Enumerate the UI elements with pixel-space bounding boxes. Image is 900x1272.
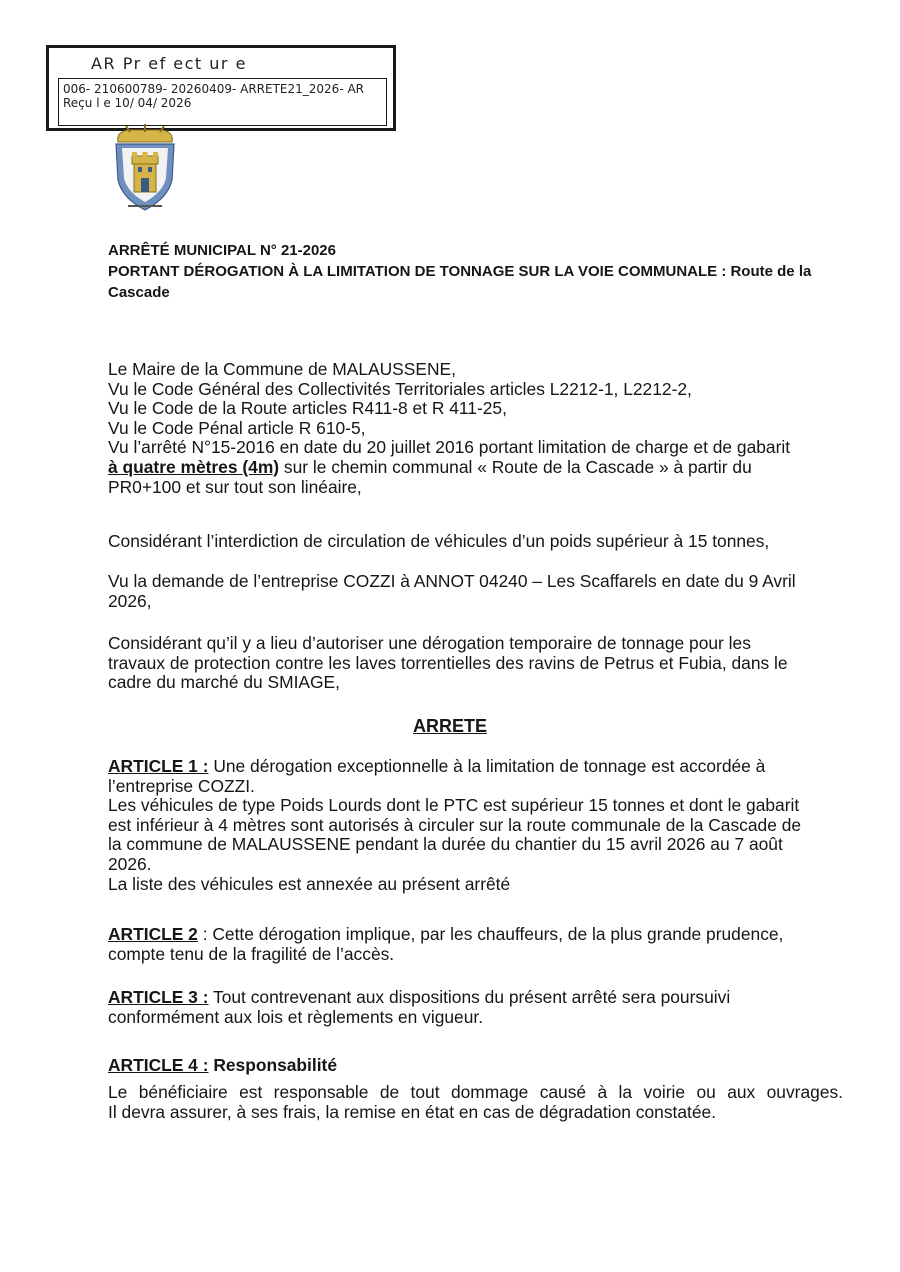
stamp-reference: 006- 210600789- 20260409- ARRETE21_2026- AR <box>63 82 365 96</box>
article-4-line: Le bénéficiaire est responsable de tout dommage causé à la voirie ou aux ouvrages. <box>108 1082 843 1102</box>
stamp-received-date: Reçu l e 10/ 04/ 2026 <box>63 96 192 110</box>
prefecture-receipt-stamp <box>46 45 396 131</box>
considerant-weight <box>108 532 843 552</box>
article-3-label: ARTICLE 3 : <box>108 987 209 1007</box>
article-4 <box>108 1056 843 1076</box>
article-2 <box>108 925 843 964</box>
article-4-body <box>108 1083 843 1122</box>
decree-subject-cont: Cascade <box>108 284 170 301</box>
preamble-line: Le Maire de la Commune de MALAUSSENE, <box>108 359 456 379</box>
article-1 <box>108 757 843 894</box>
preamble-line: Vu le Code Pénal article R 610-5, <box>108 417 366 438</box>
preamble-line: Vu le Code Général des Collectivités Territoriales articles L2212-1, L2212-2, <box>108 378 692 399</box>
preamble <box>108 360 843 497</box>
article-4-title: Responsabilité <box>208 1055 338 1075</box>
preamble-line: PR0+100 et sur tout son linéaire, <box>108 476 362 497</box>
request-line: 2026, <box>108 590 152 611</box>
article-1-label: ARTICLE 1 : <box>108 756 209 776</box>
article-1-line: la commune de MALAUSSENE pendant la durée du chantier du 15 avril 2026 au 7 août <box>108 834 783 855</box>
municipal-crest-icon <box>108 122 182 214</box>
article-1-line <box>108 757 843 777</box>
article-text: : Cette dérogation implique, par les chauffeurs, de la plus grande prudence, <box>197 924 784 944</box>
article-2-line <box>108 925 843 945</box>
arrete-title: ARRETE <box>412 716 487 736</box>
considerant-line: cadre du marché du SMIAGE, <box>108 672 340 693</box>
article-1-line: 2026. <box>108 853 152 874</box>
article-2-label: ARTICLE 2 <box>108 924 198 944</box>
considerant-works <box>108 634 843 693</box>
article-1-line: La liste des véhicules est annexée au présent arrêté <box>108 873 511 894</box>
preamble-line: Vu l’arrêté N°15-2016 en date du 20 juillet 2016 portant limitation de charge et de gabarit <box>108 437 791 458</box>
article-2-line: compte tenu de la fragilité de l’accès. <box>108 943 395 964</box>
decree-number: ARRÊTÉ MUNICIPAL N° 21-2026 <box>108 242 336 259</box>
considerant-line: Considérant qu’il y a lieu d’autoriser une dérogation temporaire de tonnage pour les <box>108 633 751 653</box>
article-1-line: l’entreprise COZZI. <box>108 775 255 796</box>
article-4-line: Il devra assurer, à ses frais, la remise en état en cas de dégradation constatée. <box>108 1101 717 1122</box>
article-4-label: ARTICLE 4 : <box>108 1055 209 1075</box>
article-4-heading <box>108 1056 843 1076</box>
preamble-line <box>108 458 843 478</box>
considerant-line: Considérant l’interdiction de circulation de véhicules d’un poids supérieur à 15 tonnes, <box>108 531 770 551</box>
preamble-text: sur le chemin communal « Route de la Cascade » à partir du <box>279 456 752 477</box>
preamble-line: Vu le Code de la Route articles R411-8 et R 411-25, <box>108 398 507 419</box>
article-1-line: Les véhicules de type Poids Lourds dont le PTC est supérieur 15 tonnes et dont le gabarit <box>108 795 800 816</box>
stamp-reference-box <box>58 78 387 126</box>
considerant-line: travaux de protection contre les laves torrentielles des ravins de Petrus et Fubia, dans le <box>108 652 788 673</box>
request-line: Vu la demande de l’entreprise COZZI à ANNOT 04240 – Les Scaffarels en date du 9 Avril <box>108 571 796 591</box>
decree-heading <box>108 240 848 303</box>
decree-subject: PORTANT DÉROGATION À LA LIMITATION DE TONNAGE SUR LA VOIE COMMUNALE : Route de la <box>108 263 812 280</box>
article-1-line: est inférieur à 4 mètres sont autorisés à circuler sur la route communale de la Cascade de <box>108 814 802 835</box>
article-3-line: conformément aux lois et règlements en vigueur. <box>108 1006 484 1027</box>
company-request <box>108 572 843 611</box>
article-3 <box>108 988 843 1027</box>
gauge-emphasis: à quatre mètres (4m) <box>108 456 280 477</box>
article-text: Une dérogation exceptionnelle à la limitation de tonnage est accordée à <box>208 756 766 776</box>
article-3-line <box>108 988 843 1008</box>
article-text: Tout contrevenant aux dispositions du présent arrêté sera poursuivi <box>208 987 731 1007</box>
stamp-title: AR Pr ef ect ur e <box>91 54 247 73</box>
